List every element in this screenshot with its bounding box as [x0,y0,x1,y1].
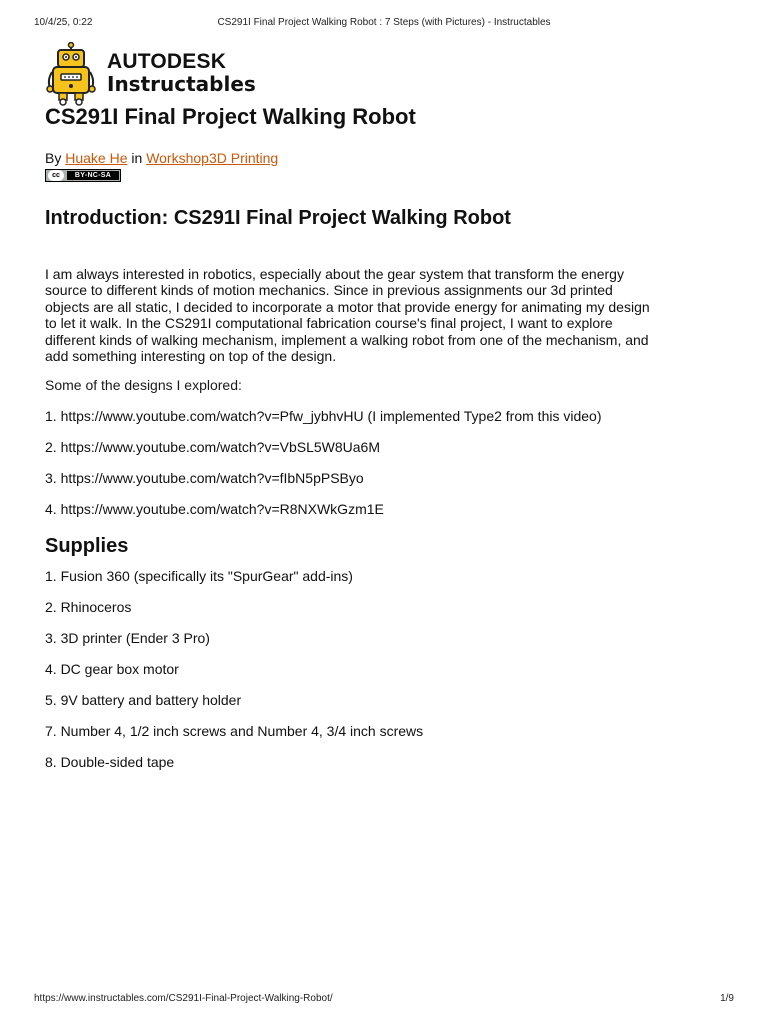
article-content [45,104,735,785]
designs-label: Some of the designs I explored: [45,377,242,394]
category-link[interactable]: Workshop3D Printing [146,150,279,166]
intro-line: add something interesting on top of the design. [45,348,337,365]
print-url: https://www.instructables.com/CS291I-Final-Project-Walking-Robot/ [34,993,333,1004]
cc-by-nc-sa-badge[interactable] [45,169,121,182]
print-page-title: CS291I Final Project Walking Robot : 7 Steps (with Pictures) - Instructables [217,17,551,28]
logo-brand-autodesk: AUTODESK [107,50,227,73]
supply-item: 2. Rhinoceros [45,599,132,616]
supply-item: 4. DC gear box motor [45,661,179,678]
design-link-item: 4. https://www.youtube.com/watch?v=R8NXWkGzm1E [45,501,384,518]
supplies-list [45,568,735,771]
print-footer [34,993,734,1007]
supply-item: 8. Double-sided tape [45,754,175,771]
design-link-item: 1. https://www.youtube.com/watch?v=Pfw_jybhvHU (I implemented Type2 from this video) [45,408,602,425]
design-links-list [45,408,735,518]
intro-line: I am always interested in robotics, especially about the gear system that transform the energy [45,266,624,282]
print-page-indicator: 1/9 [720,993,734,1004]
byline-prefix: By [45,150,62,166]
instructables-robot-icon [44,42,98,106]
intro-heading: Introduction: CS291I Final Project Walking Robot [45,207,511,229]
supply-item: 3. 3D printer (Ender 3 Pro) [45,630,210,647]
byline [45,150,735,166]
byline-in: in [131,150,143,166]
print-header [34,17,734,31]
print-datetime: 10/4/25, 0:22 [34,17,93,28]
design-link-item: 3. https://www.youtube.com/watch?v=fIbN5pPSByo [45,470,364,487]
logo-brand-instructables: Instructables [107,72,256,96]
intro-paragraph [45,266,735,364]
intro-line: source to different kinds of motion mechanics. Since in previous assignments our 3d printed [45,282,613,299]
intro-line: different kinds of walking mechanism, implement a walking robot from one of the mechanism, and [45,331,649,348]
supply-item: 5. 9V battery and battery holder [45,692,242,709]
cc-icon: cc [48,170,64,181]
intro-line: objects are all static, I decided to incorporate a motor that provide energy for animating my design [45,298,650,315]
instructables-logo[interactable] [44,42,256,106]
supplies-heading: Supplies [45,535,129,558]
supply-item: 7. Number 4, 1/2 inch screws and Number 4, 3/4 inch screws [45,723,424,740]
intro-line: to let it walk. In the CS291I computational fabrication course's final project, I want to explore [45,315,613,332]
author-link[interactable]: Huake He [65,150,128,166]
supply-item: 1. Fusion 360 (specifically its "SpurGear" add-ins) [45,568,353,585]
article-title: CS291I Final Project Walking Robot [45,104,416,129]
design-link-item: 2. https://www.youtube.com/watch?v=VbSL5W8Ua6M [45,439,380,456]
license-terms: BY-NC-SA [67,171,119,180]
